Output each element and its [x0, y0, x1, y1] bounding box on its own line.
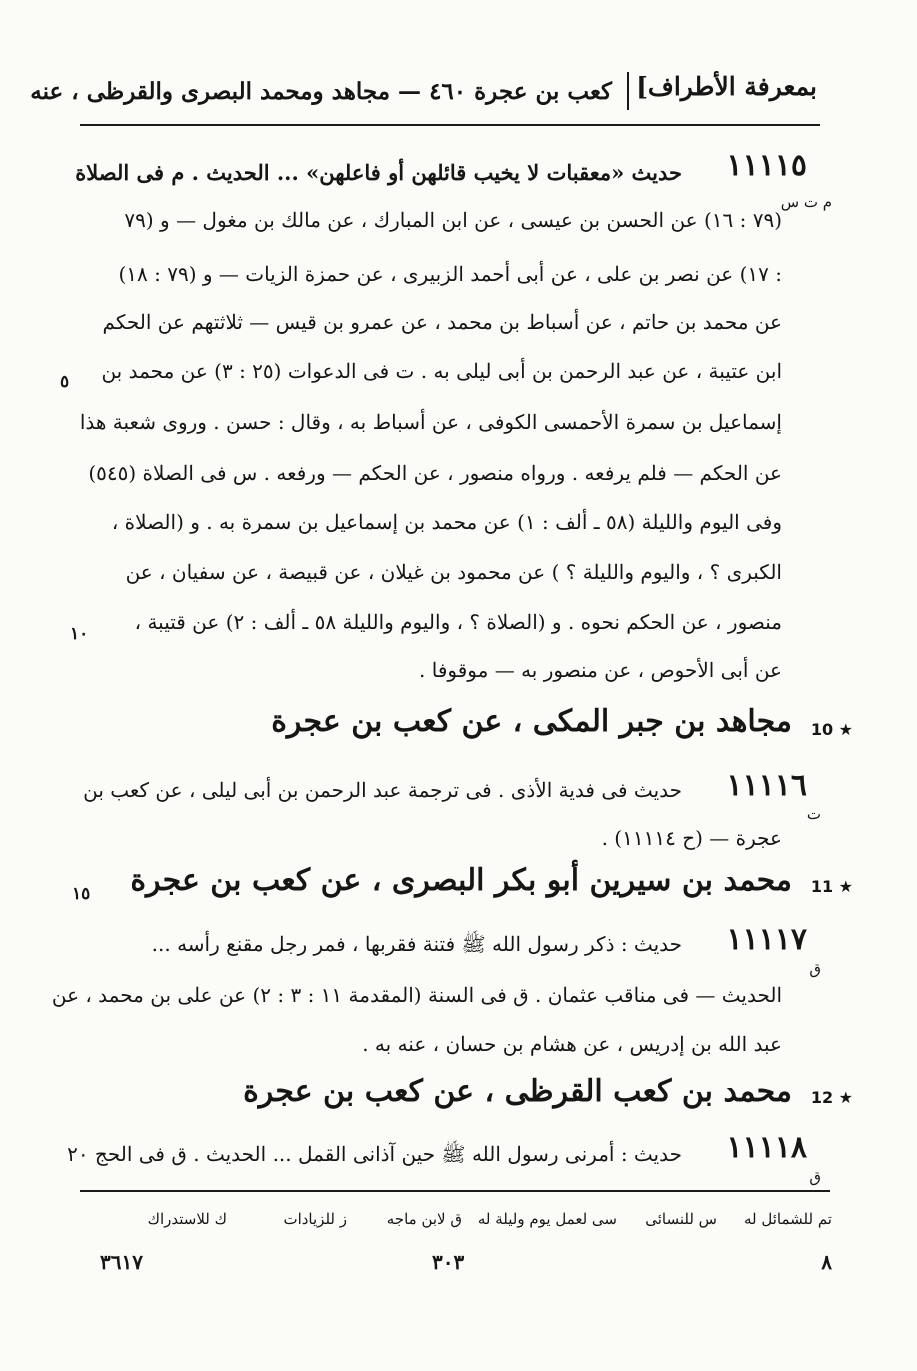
footer-right-number: ٨: [821, 1250, 832, 1274]
section-number: [811, 877, 853, 896]
entry-line: عبد الله بن إدريس ، عن هشام بن حسان ، عنه به .: [362, 1032, 782, 1056]
entry-line: الحديث — فى مناقب عثمان . ق فى السنة (المقدمة ١١ : ٣ : ٢) عن على بن محمد ، عن: [51, 983, 782, 1007]
entry-sigla: ق: [809, 960, 821, 978]
star-icon: ★: [838, 1088, 853, 1107]
footnote-rule: [80, 1190, 830, 1192]
running-header-right: بمعرفة الأطراف]: [636, 72, 817, 101]
running-header-center: كعب بن عجرة ٤٦٠ — مجاهد ومحمد البصرى والقرظى ، عنه: [30, 78, 612, 105]
entry-line: حديث فى فدية الأذى . فى ترجمة عبد الرحمن بن أبى ليلى ، عن كعب بن: [83, 778, 682, 802]
section-title: محمد بن سيرين أبو بكر البصرى ، عن كعب بن عجرة: [130, 863, 792, 898]
entry-sigla: ت: [806, 805, 821, 823]
footnote-item: ك للاستدراك: [147, 1210, 227, 1228]
section-title: محمد بن كعب القرظى ، عن كعب بن عجرة: [243, 1074, 792, 1109]
footer-left-number: ٣٦١٧: [100, 1250, 143, 1274]
header-rule: [80, 124, 820, 126]
line-number-margin: ٥: [60, 372, 70, 392]
star-icon: ★: [838, 877, 853, 896]
entry-sigla: ق: [809, 1168, 821, 1186]
page-number: ٣٠٣: [432, 1250, 465, 1274]
entry-line: إسماعيل بن سمرة الأحمسى الكوفى ، عن أسباط به ، وقال : حسن . وروى شعبة هذا: [79, 410, 782, 434]
entry-number: ١١١١٨: [726, 1130, 807, 1165]
entry-line: عن محمد بن حاتم ، عن أسباط بن محمد ، عن عمرو بن قيس — ثلاثتهم عن الحكم: [102, 310, 782, 334]
entry-number: ١١١١٧: [726, 922, 807, 957]
footnote-item: سى لعمل يوم وليلة له: [477, 1210, 617, 1228]
header-divider-vertical: [627, 72, 629, 110]
entry-number: ١١١١٦: [726, 768, 807, 803]
entry-line: حديث : أمرنى رسول الله ﷺ حين آذانى القمل ... الحديث . ق فى الحج ٢٠: [67, 1142, 682, 1166]
entry-line: عن أبى الأحوص ، عن منصور به — موقوفا .: [419, 658, 782, 682]
entry-line: : ١٧) عن نصر بن على ، عن أبى أحمد الزبيرى ، عن حمزة الزيات — و (٧٩ : ١٨): [118, 262, 782, 286]
footnote-item: ق لابن ماجه: [386, 1210, 462, 1228]
entry-line: الكبرى ؟ ، واليوم والليلة ؟ ) عن محمود بن غيلان ، عن قبيصة ، عن سفيان ، عن: [125, 560, 782, 584]
entry-number: ١١١١٥: [726, 148, 807, 183]
section-number: [811, 1088, 853, 1107]
entry-line: ابن عتيبة ، عن عبد الرحمن بن أبى ليلى به . ت فى الدعوات (٢٥ : ٣) عن محمد بن: [101, 359, 782, 383]
section-number-value: 10: [810, 720, 834, 739]
entry-line: وفى اليوم والليلة (٥٨ ـ ألف : ١) عن محمد بن إسماعيل بن سمرة به . و (الصلاة ،: [111, 510, 782, 534]
star-icon: ★: [838, 720, 853, 739]
section-number-value: 12: [810, 1088, 834, 1107]
footnote-item: ز للزيادات: [283, 1210, 347, 1228]
footnote-item: تم للشمائل له: [743, 1210, 832, 1228]
footnote-item: س للنسائى: [645, 1210, 717, 1228]
section-number: [811, 720, 853, 739]
line-number-margin: ١٥: [72, 884, 91, 904]
section-title: مجاهد بن جبر المكى ، عن كعب بن عجرة: [271, 704, 792, 739]
line-number-margin: ١٠: [70, 624, 89, 644]
entry-line: عجرة — (ح ١١١١٤) .: [601, 826, 782, 850]
entry-line: حديث «معقبات لا يخيب قائلهن أو فاعلهن» ... الحديث . م فى الصلاة: [75, 160, 682, 185]
entry-line: (٧٩ : ١٦) عن الحسن بن عيسى ، عن ابن المبارك ، عن مالك بن مغول — و (٧٩: [124, 208, 782, 232]
entry-line: منصور ، عن الحكم نحوه . و (الصلاة ؟ ، واليوم والليلة ٥٨ ـ ألف : ٢) عن قتيبة ،: [134, 610, 782, 634]
entry-line: حديث : ذكر رسول الله ﷺ فتنة فقربها ، فمر رجل مقنع رأسه ...: [151, 932, 682, 956]
entry-sigla: م ت س: [780, 193, 832, 211]
section-number-value: 11: [810, 877, 834, 896]
entry-line: عن الحكم — فلم يرفعه . ورواه منصور ، عن الحكم — ورفعه . س فى الصلاة (٥٤٥): [88, 461, 782, 485]
